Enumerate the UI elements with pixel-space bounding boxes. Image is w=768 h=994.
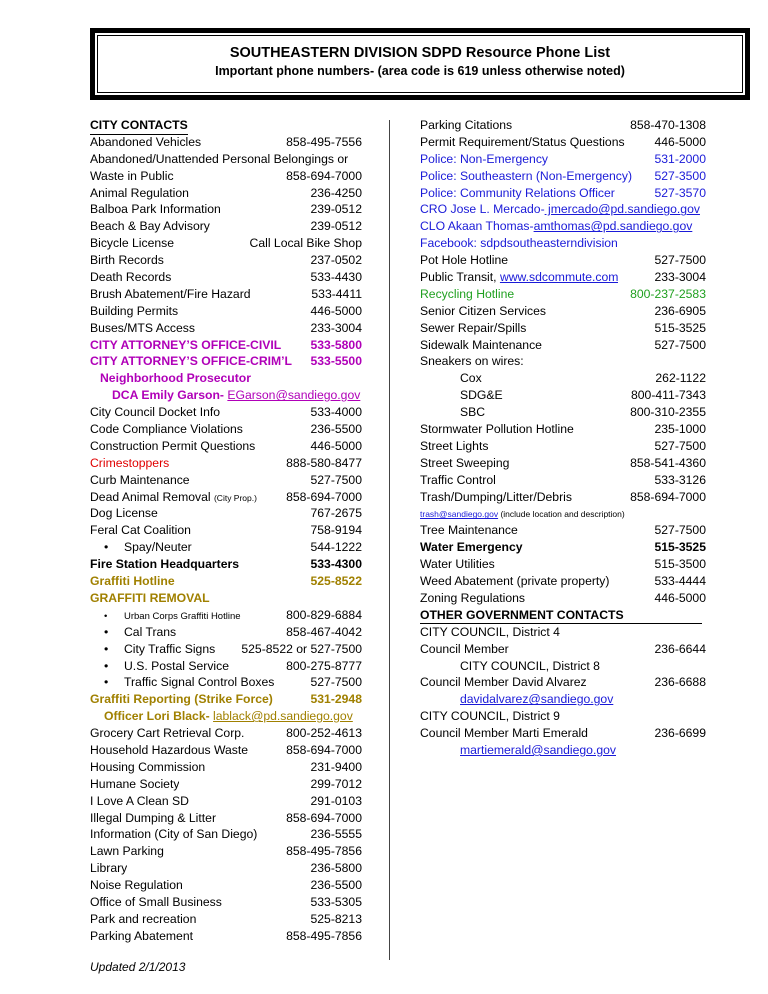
list-item: Code Compliance Violations 236-5500 — [90, 422, 362, 437]
list-item: Abandoned/Unattended Personal Belongings or — [90, 151, 349, 166]
list-item: Death Records 533-4430 — [90, 270, 362, 285]
list-item: Traffic Control 533-3126 — [420, 472, 706, 487]
list-item: I Love A Clean SD 291-0103 — [90, 793, 362, 808]
list-item: Sewer Repair/Spills 515-3525 — [420, 320, 706, 335]
right-column — [420, 117, 706, 759]
list-item: Street Lights 527-7500 — [420, 438, 706, 453]
list-item: Police: Southeastern (Non-Emergency) 527-3500 — [420, 168, 706, 183]
list-item: Permit Requirement/Status Questions 446-5000 — [420, 134, 706, 149]
list-item: City Council Docket Info 533-4000 — [90, 405, 362, 420]
section-graffiti-removal: GRAFFITI REMOVAL — [90, 590, 210, 605]
list-item: Water Emergency 515-3525 — [420, 540, 706, 555]
page-title: SOUTHEASTERN DIVISION SDPD Resource Phone List — [229, 45, 611, 61]
email-link[interactable]: trash@sandiego.gov — [420, 509, 499, 520]
list-item: Lawn Parking 858-495-7856 — [90, 844, 362, 859]
page-subtitle: Important phone numbers- (area code is 619 unless otherwise noted) — [215, 64, 625, 78]
list-item: Humane Society 299-7012 — [90, 776, 362, 791]
list-item: Building Permits 446-5000 — [90, 303, 362, 318]
list-item: Dog License 767-2675 — [90, 506, 362, 521]
list-item: Council Member Marti Emerald 236-6699 — [420, 726, 706, 741]
list-item: Council Member 236-6644 — [420, 641, 706, 656]
email-link[interactable]: EGarson@sandiego.gov — [227, 388, 361, 403]
list-item: Pot Hole Hotline 527-7500 — [420, 253, 706, 268]
list-item: Water Utilities 515-3500 — [420, 557, 706, 572]
list-item: Sneakers on wires: — [420, 354, 524, 369]
list-item: Recycling Hotline 800-237-2583 — [420, 286, 706, 301]
list-item: Noise Regulation 236-5500 — [90, 878, 362, 893]
list-item: Cox 262-1122 — [460, 371, 706, 386]
list-item: • Cal Trans 858-467-4042 — [90, 624, 362, 641]
email-link[interactable]: martiemerald@sandiego.gov — [460, 742, 616, 757]
list-item: Weed Abatement (private property) 533-4444 — [420, 574, 706, 589]
list-item: Zoning Regulations 446-5000 — [420, 590, 706, 605]
list-item: Curb Maintenance 527-7500 — [90, 472, 362, 487]
list-item: CITY ATTORNEY’S OFFICE-CIVIL 533-5800 — [90, 337, 362, 352]
list-item: • City Traffic Signs 525-8522 or 527-7500 — [90, 641, 362, 658]
list-item: Graffiti Hotline 525-8522 — [90, 574, 362, 589]
list-item: Balboa Park Information 239-0512 — [90, 202, 362, 217]
updated-date: Updated 2/1/2013 — [90, 960, 186, 974]
list-item: Fire Station Headquarters 533-4300 — [90, 557, 362, 572]
list-item: Parking Citations 858-470-1308 — [420, 118, 706, 132]
list-item: Neighborhood Prosecutor — [100, 371, 251, 386]
list-item: Buses/MTS Access 233-3004 — [90, 320, 362, 335]
column-divider — [389, 120, 390, 960]
list-item: Feral Cat Coalition 758-9194 — [90, 523, 362, 538]
email-link[interactable]: davidalvarez@sandiego.gov — [460, 692, 614, 707]
list-item: • Urban Corps Graffiti Hotline 800-829-6884 — [90, 607, 362, 624]
list-item: • Spay/Neuter 544-1222 — [90, 539, 362, 556]
email-link[interactable]: lablack@pd.sandiego.gov — [213, 709, 353, 724]
list-item: Stormwater Pollution Hotline 235-1000 — [420, 422, 706, 437]
list-item: Illegal Dumping & Litter 858-694-7000 — [90, 810, 362, 825]
list-item: CITY COUNCIL, District 4 — [420, 624, 560, 639]
list-item: Police: Community Relations Officer 527-3570 — [420, 185, 706, 200]
list-item: Parking Abatement 858-495-7856 — [90, 928, 362, 943]
section-city-contacts: CITY CONTACTS — [90, 117, 362, 134]
list-item: SBC 800-310-2355 — [460, 405, 706, 420]
list-item: Brush Abatement/Fire Hazard 533-4411 — [90, 286, 362, 301]
list-item: Construction Permit Questions 446-5000 — [90, 438, 362, 453]
section-other-government: OTHER GOVERNMENT CONTACTS — [420, 607, 702, 624]
list-item: trash@sandiego.gov (include location and description) — [420, 509, 625, 520]
list-item: Street Sweeping 858-541-4360 — [420, 455, 706, 470]
list-item: Beach & Bay Advisory 239-0512 — [90, 219, 362, 234]
list-item: Senior Citizen Services 236-6905 — [420, 303, 706, 318]
list-item: CITY COUNCIL, District 8 — [460, 658, 600, 673]
header-box — [90, 28, 750, 100]
email-link[interactable]: jmercado@pd.sandiego.gov — [544, 202, 700, 217]
list-item: • Traffic Signal Control Boxes 527-7500 — [90, 674, 362, 691]
list-item: Police: Non-Emergency 531-2000 — [420, 151, 706, 166]
list-item: Park and recreation 525-8213 — [90, 911, 362, 926]
list-item: Officer Lori Black- lablack@pd.sandiego.gov — [104, 709, 353, 724]
list-item: Household Hazardous Waste 858-694-7000 — [90, 742, 362, 757]
list-item: CITY ATTORNEY’S OFFICE-CRIM’L 533-5500 — [90, 354, 362, 369]
list-item: Dead Animal Removal (City Prop.) 858-694-7000 — [90, 489, 362, 504]
list-item: Crimestoppers 888-580-8477 — [90, 455, 362, 470]
email-link[interactable]: amthomas@pd.sandiego.gov — [533, 219, 693, 234]
list-item: Sidewalk Maintenance 527-7500 — [420, 337, 706, 352]
list-item: Library 236-5800 — [90, 861, 362, 876]
list-item: Housing Commission 231-9400 — [90, 759, 362, 774]
list-item: Graffiti Reporting (Strike Force) 531-2948 — [90, 692, 362, 707]
list-item: Information (City of San Diego) 236-5555 — [90, 827, 362, 842]
list-item — [420, 742, 706, 759]
list-item: Birth Records 237-0502 — [90, 253, 362, 268]
list-item: Abandoned Vehicles 858-495-7556 — [90, 134, 362, 149]
list-item: Facebook: sdpdsoutheasterndivision — [420, 236, 618, 251]
list-item: Bicycle License Call Local Bike Shop — [90, 236, 362, 251]
list-item: Office of Small Business 533-5305 — [90, 894, 362, 909]
list-item: Trash/Dumping/Litter/Debris 858-694-7000 — [420, 489, 706, 504]
list-item: Public Transit, www.sdcommute.com 233-3004 — [420, 270, 706, 285]
list-item: CLO Akaan Thomas-amthomas@pd.sandiego.gov — [420, 219, 693, 234]
left-column — [90, 117, 362, 945]
website-link[interactable]: www.sdcommute.com — [499, 270, 619, 285]
list-item: Grocery Cart Retrieval Corp. 800-252-4613 — [90, 726, 362, 741]
list-item — [420, 691, 706, 708]
list-item: CRO Jose L. Mercado- jmercado@pd.sandiego.gov — [420, 202, 700, 217]
list-item: • U.S. Postal Service 800-275-8777 — [90, 658, 362, 675]
list-item: Tree Maintenance 527-7500 — [420, 523, 706, 538]
list-item: DCA Emily Garson- EGarson@sandiego.gov — [112, 388, 361, 403]
list-item: CITY COUNCIL, District 9 — [420, 709, 560, 724]
list-item: Council Member David Alvarez 236-6688 — [420, 675, 706, 690]
list-item: SDG&E 800-411-7343 — [460, 388, 706, 403]
list-item: Waste in Public 858-694-7000 — [90, 168, 362, 183]
list-item: Animal Regulation 236-4250 — [90, 185, 362, 200]
